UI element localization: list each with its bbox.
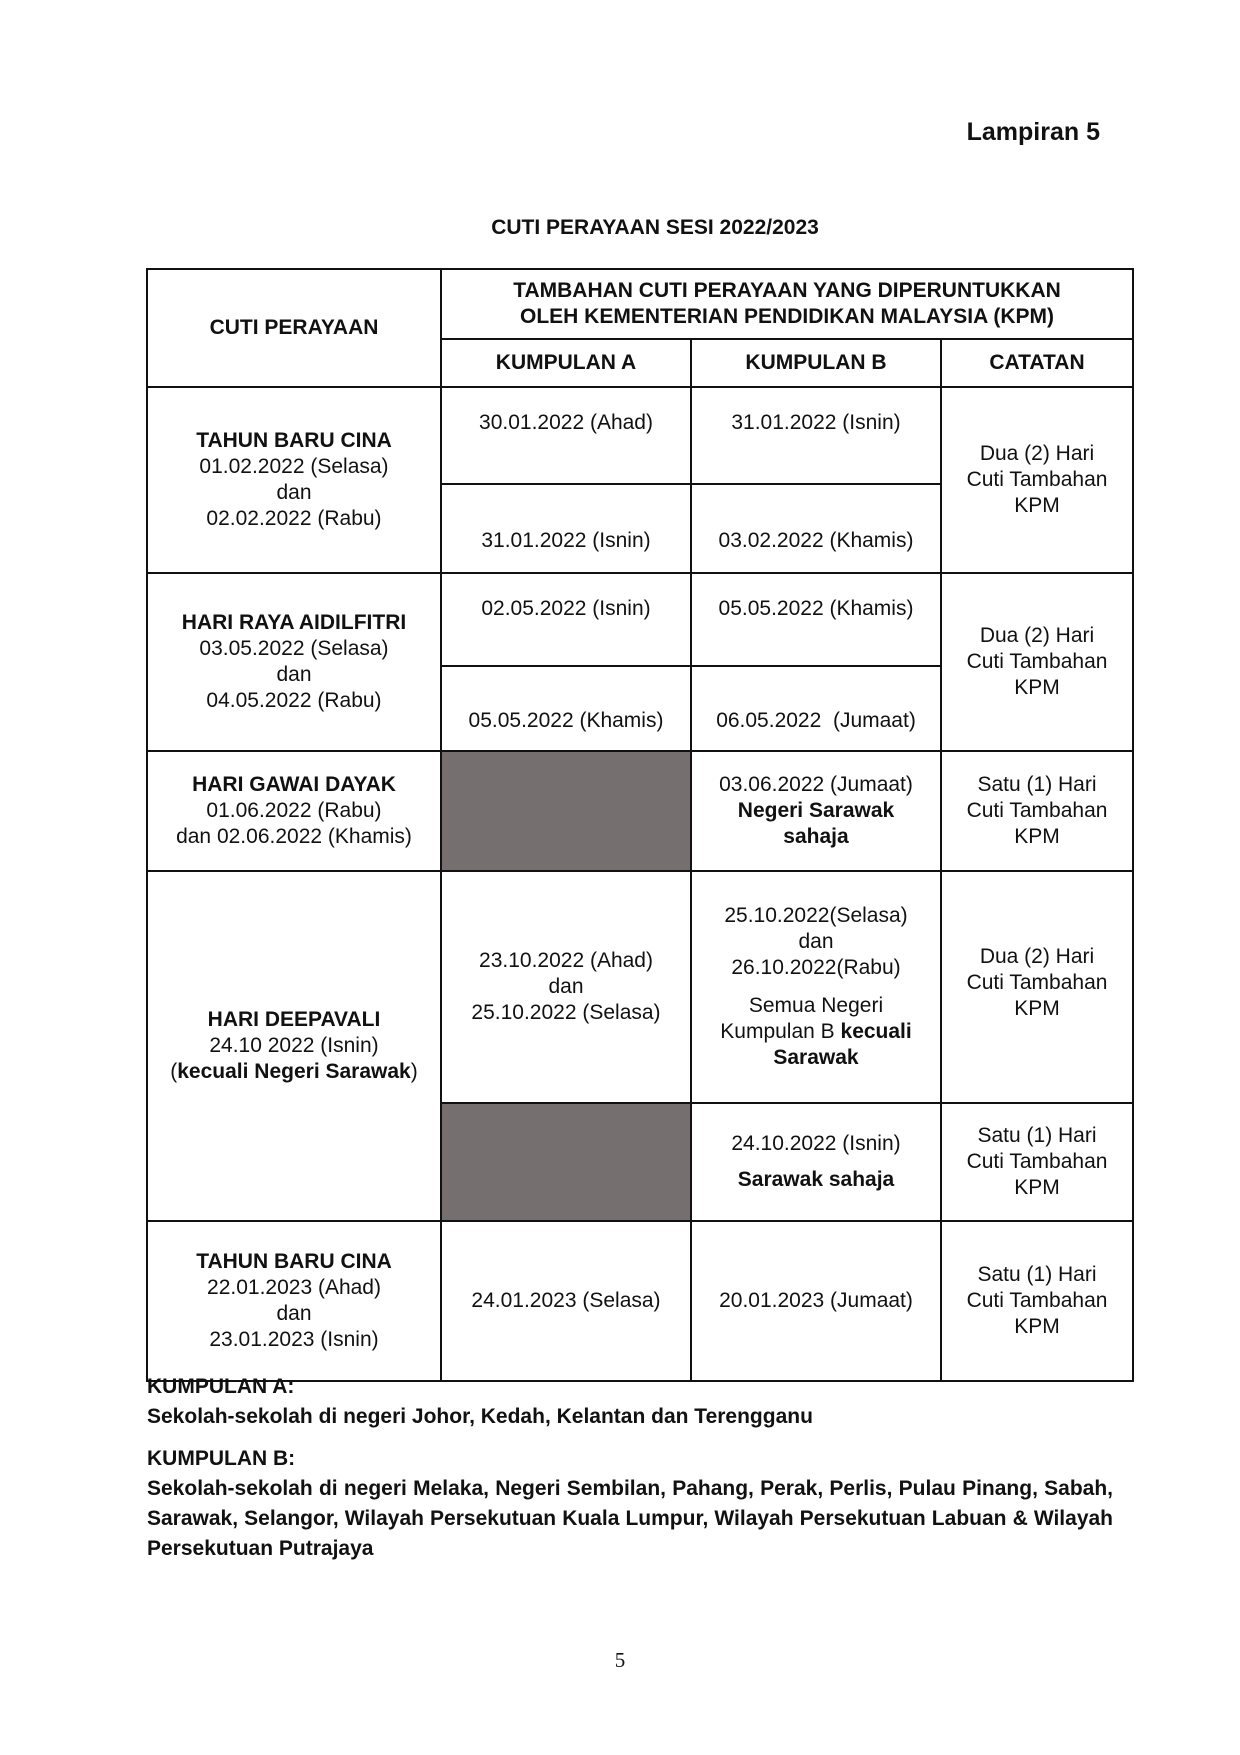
kumpulan-b-cell: 31.01.2022 (Isnin) [691, 387, 941, 484]
note-line: KPM [1014, 676, 1060, 699]
group-b-label: KUMPULAN B: [147, 1447, 296, 1470]
note-line: Cuti Tambahan [966, 1289, 1108, 1312]
festival-cell [147, 1221, 441, 1381]
spacer [698, 981, 934, 993]
catatan-cell [941, 573, 1133, 751]
header-catatan: CATATAN [941, 339, 1133, 387]
group-b-text: Sekolah-sekolah di negeri Melaka, Negeri Sembilan, Pahang, Perak, Perlis, Pulau Pinang, Sabah, Sarawak, Selangor, Wilayah Persekutuan Kuala Lumpur, Wilayah Persekutuan Labuan & Wilayah Persekutuan Putrajaya [147, 1477, 1113, 1560]
b-scope-bold: kecuali [840, 1020, 912, 1043]
header-festival-label: CUTI PERAYAAN [209, 316, 379, 339]
note-line: Cuti Tambahan [966, 799, 1108, 822]
note-line: Cuti Tambahan [966, 971, 1108, 994]
kumpulan-b-cell [691, 871, 941, 1103]
note-line: KPM [1014, 997, 1060, 1020]
festival-cell [147, 573, 441, 751]
festival-date: 01.06.2022 (Rabu) [206, 799, 382, 822]
festival-date: 24.10 2022 (Isnin) [209, 1034, 379, 1057]
note-line: Cuti Tambahan [966, 1150, 1108, 1173]
note-line: Cuti Tambahan [966, 468, 1108, 491]
paren: ( [170, 1060, 178, 1083]
shaded-cell [441, 751, 691, 871]
document-title: CUTI PERAYAAN SESI 2022/2023 [491, 216, 819, 239]
festival-joiner: dan [276, 663, 312, 686]
festival-cell [147, 751, 441, 871]
note-line: Dua (2) Hari [979, 624, 1095, 647]
note-line: Satu (1) Hari [977, 1124, 1097, 1147]
spacer [698, 1157, 934, 1167]
b-date: 26.10.2022(Rabu) [731, 956, 901, 979]
festival-cell [147, 387, 441, 573]
kumpulan-a-cell: 05.05.2022 (Khamis) [441, 666, 691, 751]
kumpulan-a-cell: 31.01.2022 (Isnin) [441, 484, 691, 573]
a-date: 23.10.2022 (Ahad) [479, 949, 653, 972]
festival-date: dan 02.06.2022 (Khamis) [176, 825, 412, 848]
holiday-table [146, 268, 1134, 1382]
kumpulan-b-cell [691, 1103, 941, 1221]
table-row [147, 1221, 1133, 1381]
note-line: Cuti Tambahan [966, 650, 1108, 673]
table-row [147, 871, 1133, 1103]
b-date: 25.10.2022(Selasa) [724, 904, 908, 927]
festival-date: 02.02.2022 (Rabu) [206, 507, 382, 530]
note-line: Dua (2) Hari [979, 442, 1095, 465]
festival-name: TAHUN BARU CINA [196, 429, 392, 452]
b-scope-bold: Sarawak [773, 1046, 859, 1069]
festival-date: 23.01.2023 (Isnin) [209, 1328, 379, 1351]
festival-name: TAHUN BARU CINA [196, 1250, 392, 1273]
header-kumpulan-b: KUMPULAN B [691, 339, 941, 387]
catatan-cell [941, 751, 1133, 871]
note-line: KPM [1014, 494, 1060, 517]
table-row [147, 573, 1133, 666]
header-group [441, 269, 1133, 339]
note-line: KPM [1014, 1315, 1060, 1338]
paren: ) [410, 1060, 418, 1083]
b-qualifier: sahaja [783, 825, 849, 848]
group-a-text: Sekolah-sekolah di negeri Johor, Kedah, Kelantan dan Terengganu [147, 1405, 813, 1428]
page-number: 5 [614, 1648, 626, 1672]
group-notes [147, 1372, 1113, 1564]
festival-exception-text: kecuali Negeri Sarawak [177, 1060, 411, 1083]
note-line: Dua (2) Hari [979, 945, 1095, 968]
b-scope-text: Kumpulan B [720, 1020, 841, 1043]
b-scope: Semua Negeri [748, 994, 884, 1017]
header-festival [147, 269, 441, 387]
b-date: 03.06.2022 (Jumaat) [719, 773, 913, 796]
note-line: KPM [1014, 1176, 1060, 1199]
kumpulan-b-cell: 05.05.2022 (Khamis) [691, 573, 941, 666]
festival-name: HARI RAYA AIDILFITRI [181, 611, 407, 634]
a-joiner: dan [548, 975, 584, 998]
note-line: KPM [1014, 825, 1060, 848]
festival-date: 03.05.2022 (Selasa) [199, 637, 389, 660]
festival-cell [147, 871, 441, 1221]
kumpulan-a-cell: 30.01.2022 (Ahad) [441, 387, 691, 484]
festival-date: 04.05.2022 (Rabu) [206, 689, 382, 712]
shaded-cell [441, 1103, 691, 1221]
kumpulan-b-cell: 06.05.2022 (Jumaat) [691, 666, 941, 751]
table-row [147, 387, 1133, 484]
catatan-cell [941, 871, 1133, 1103]
appendix-label: Lampiran 5 [966, 118, 1100, 146]
kumpulan-a-cell: 02.05.2022 (Isnin) [441, 573, 691, 666]
festival-exception [154, 1059, 434, 1085]
festival-joiner: dan [276, 1302, 312, 1325]
festival-name: HARI GAWAI DAYAK [192, 773, 396, 796]
b-date: 24.10.2022 (Isnin) [731, 1132, 901, 1155]
kumpulan-b-cell: 20.01.2023 (Jumaat) [691, 1221, 941, 1381]
header-group-line1: TAMBAHAN CUTI PERAYAAN YANG DIPERUNTUKKAN [513, 279, 1061, 302]
b-joiner: dan [798, 930, 834, 953]
table-row [147, 751, 1133, 871]
festival-date: 01.02.2022 (Selasa) [199, 455, 389, 478]
kumpulan-b-cell: 03.02.2022 (Khamis) [691, 484, 941, 573]
b-qualifier: Negeri Sarawak [737, 799, 895, 822]
kumpulan-a-cell [441, 871, 691, 1103]
note-line: Satu (1) Hari [977, 1263, 1097, 1286]
kumpulan-b-cell [691, 751, 941, 871]
festival-joiner: dan [276, 481, 312, 504]
a-date: 25.10.2022 (Selasa) [471, 1001, 661, 1024]
header-group-line2: OLEH KEMENTERIAN PENDIDIKAN MALAYSIA (KPM) [520, 305, 1054, 328]
b-qualifier: Sarawak sahaja [737, 1168, 895, 1191]
table-header-row [147, 269, 1133, 339]
kumpulan-a-cell: 24.01.2023 (Selasa) [441, 1221, 691, 1381]
festival-name: HARI DEEPAVALI [207, 1008, 381, 1031]
catatan-cell [941, 1221, 1133, 1381]
note-line: Satu (1) Hari [977, 773, 1097, 796]
festival-date: 22.01.2023 (Ahad) [207, 1276, 381, 1299]
b-scope [698, 1019, 934, 1045]
group-a-label: KUMPULAN A: [147, 1375, 295, 1398]
catatan-cell [941, 1103, 1133, 1221]
catatan-cell [941, 387, 1133, 573]
header-kumpulan-a: KUMPULAN A [441, 339, 691, 387]
